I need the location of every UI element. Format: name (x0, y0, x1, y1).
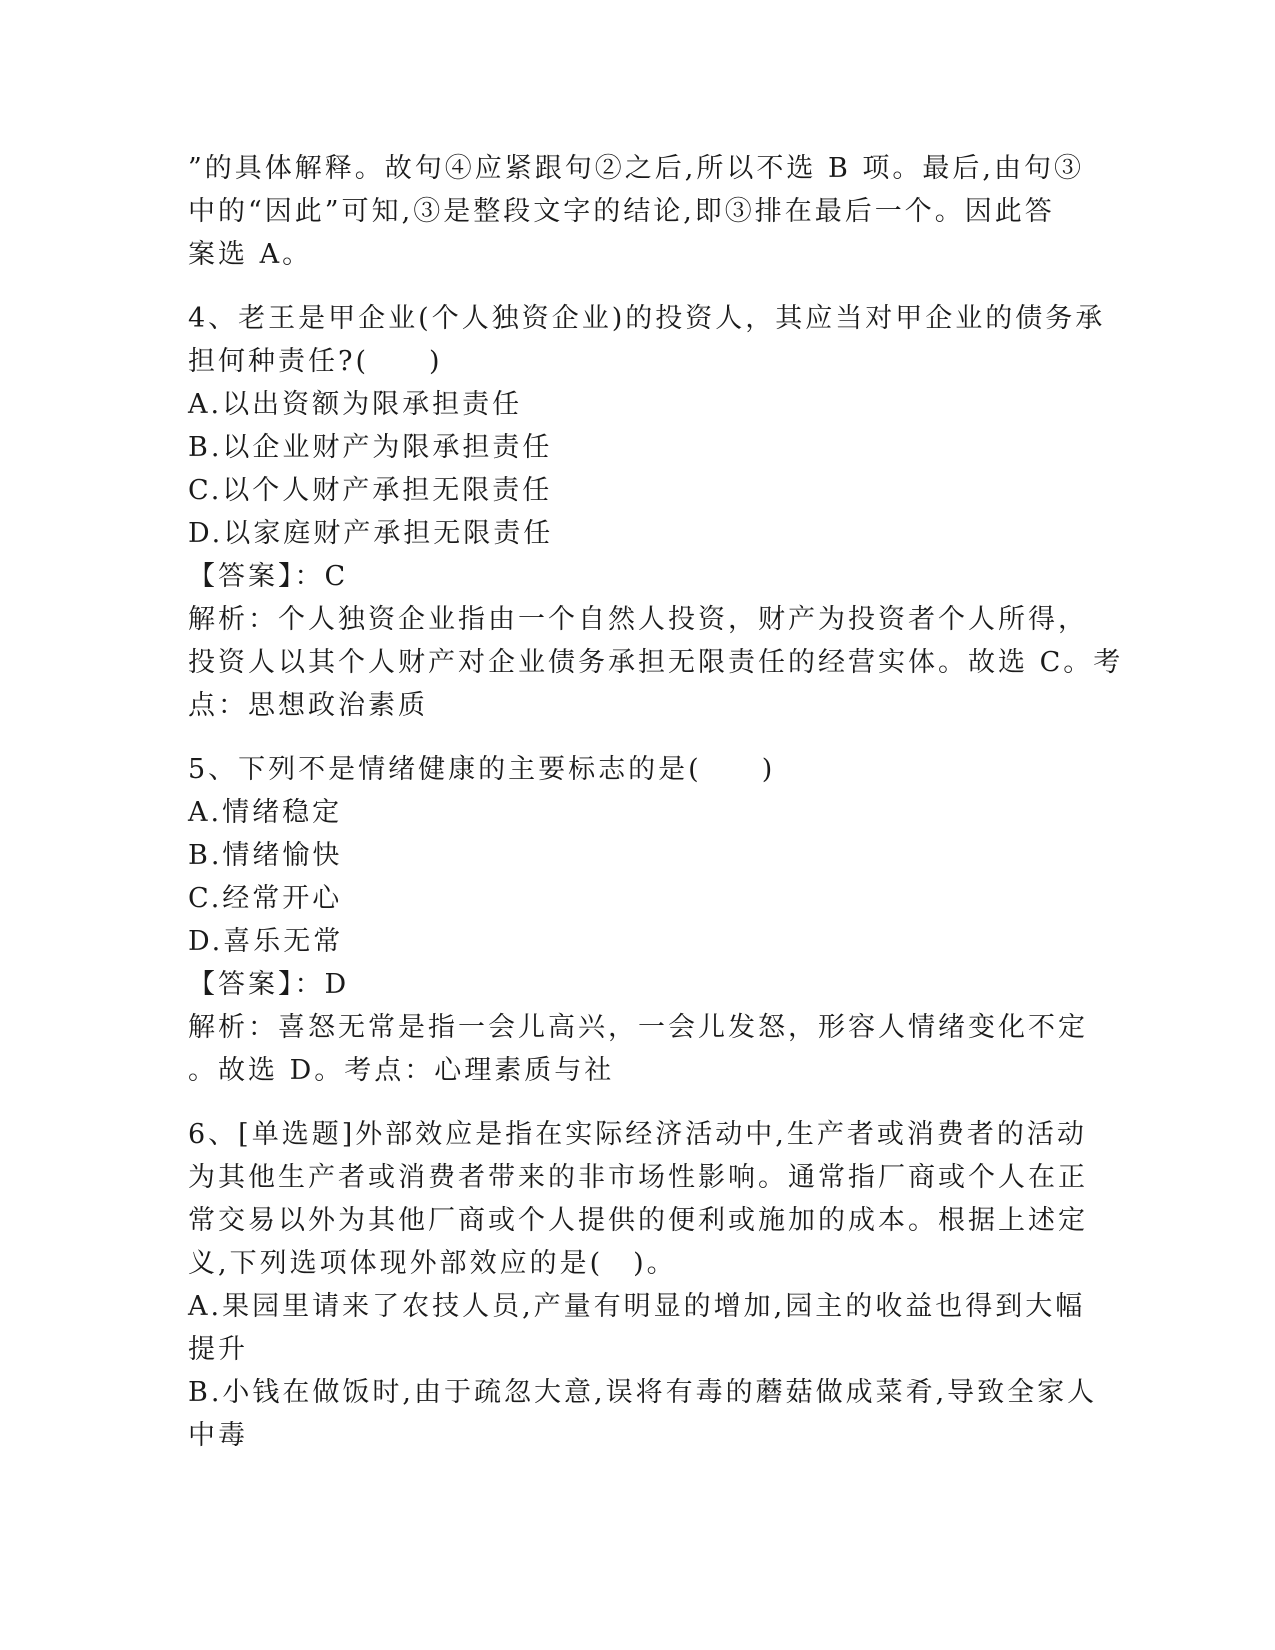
analysis-line: 投资人以其个人财产对企业债务承担无限责任的经营实体。故选 C。考 (188, 647, 1124, 678)
question-5 (188, 748, 1088, 1092)
document-page (188, 147, 1124, 1457)
option-b: B.小钱在做饭时,由于疏忽大意,误将有毒的蘑菇做成菜肴,导致全家人 (188, 1377, 1098, 1408)
option-b: B.以企业财产为限承担责任 (188, 432, 553, 463)
option-a: A.果园里请来了农技人员,产量有明显的增加,园主的收益也得到大幅 (188, 1291, 1086, 1322)
analysis-line: 点：思想政治素质 (188, 690, 428, 721)
question-stem: 为其他生产者或消费者带来的非市场性影响。通常指厂商或个人在正 (188, 1162, 1088, 1193)
analysis-line: 解析：喜怒无常是指一会儿高兴，一会儿发怒，形容人情绪变化不定 (188, 1012, 1088, 1043)
option-b-continued: 中毒 (188, 1420, 248, 1451)
question-stem: 5、下列不是情绪健康的主要标志的是( ) (188, 754, 776, 785)
text-line: 案选 A。 (188, 239, 313, 270)
question-4 (188, 297, 1124, 727)
answer-line: 【答案】：D (188, 969, 350, 1000)
question-stem: 担何种责任?( ) (188, 346, 443, 377)
text-line: ”的具体解释。故句④应紧跟句②之后,所以不选 B 项。最后,由句③ (188, 153, 1084, 184)
answer-line: 【答案】：C (188, 561, 349, 592)
option-a: A.情绪稳定 (188, 797, 343, 828)
analysis-line: 。故选 D。考点：心理素质与社 (188, 1055, 615, 1086)
analysis-line: 解析：个人独资企业指由一个自然人投资，财产为投资者个人所得， (188, 604, 1088, 635)
question-stem: 常交易以外为其他厂商或个人提供的便利或施加的成本。根据上述定 (188, 1205, 1088, 1236)
option-d: D.以家庭财产承担无限责任 (188, 518, 554, 549)
question-stem: 义,下列选项体现外部效应的是( )。 (188, 1248, 677, 1279)
option-c: C.经常开心 (188, 883, 343, 914)
option-b: B.情绪愉快 (188, 840, 343, 871)
text-line: 中的“因此”可知,③是整段文字的结论,即③排在最后一个。因此答 (188, 196, 1055, 227)
option-c: C.以个人财产承担无限责任 (188, 475, 553, 506)
option-a-continued: 提升 (188, 1334, 248, 1365)
intro-paragraph (188, 147, 1088, 276)
question-stem: 4、老王是甲企业(个人独资企业)的投资人，其应当对甲企业的债务承 (188, 303, 1106, 334)
option-d: D.喜乐无常 (188, 926, 344, 957)
option-a: A.以出资额为限承担责任 (188, 389, 523, 420)
question-6 (188, 1113, 1098, 1457)
question-stem: 6、[单选题]外部效应是指在实际经济活动中,生产者或消费者的活动 (188, 1119, 1087, 1150)
